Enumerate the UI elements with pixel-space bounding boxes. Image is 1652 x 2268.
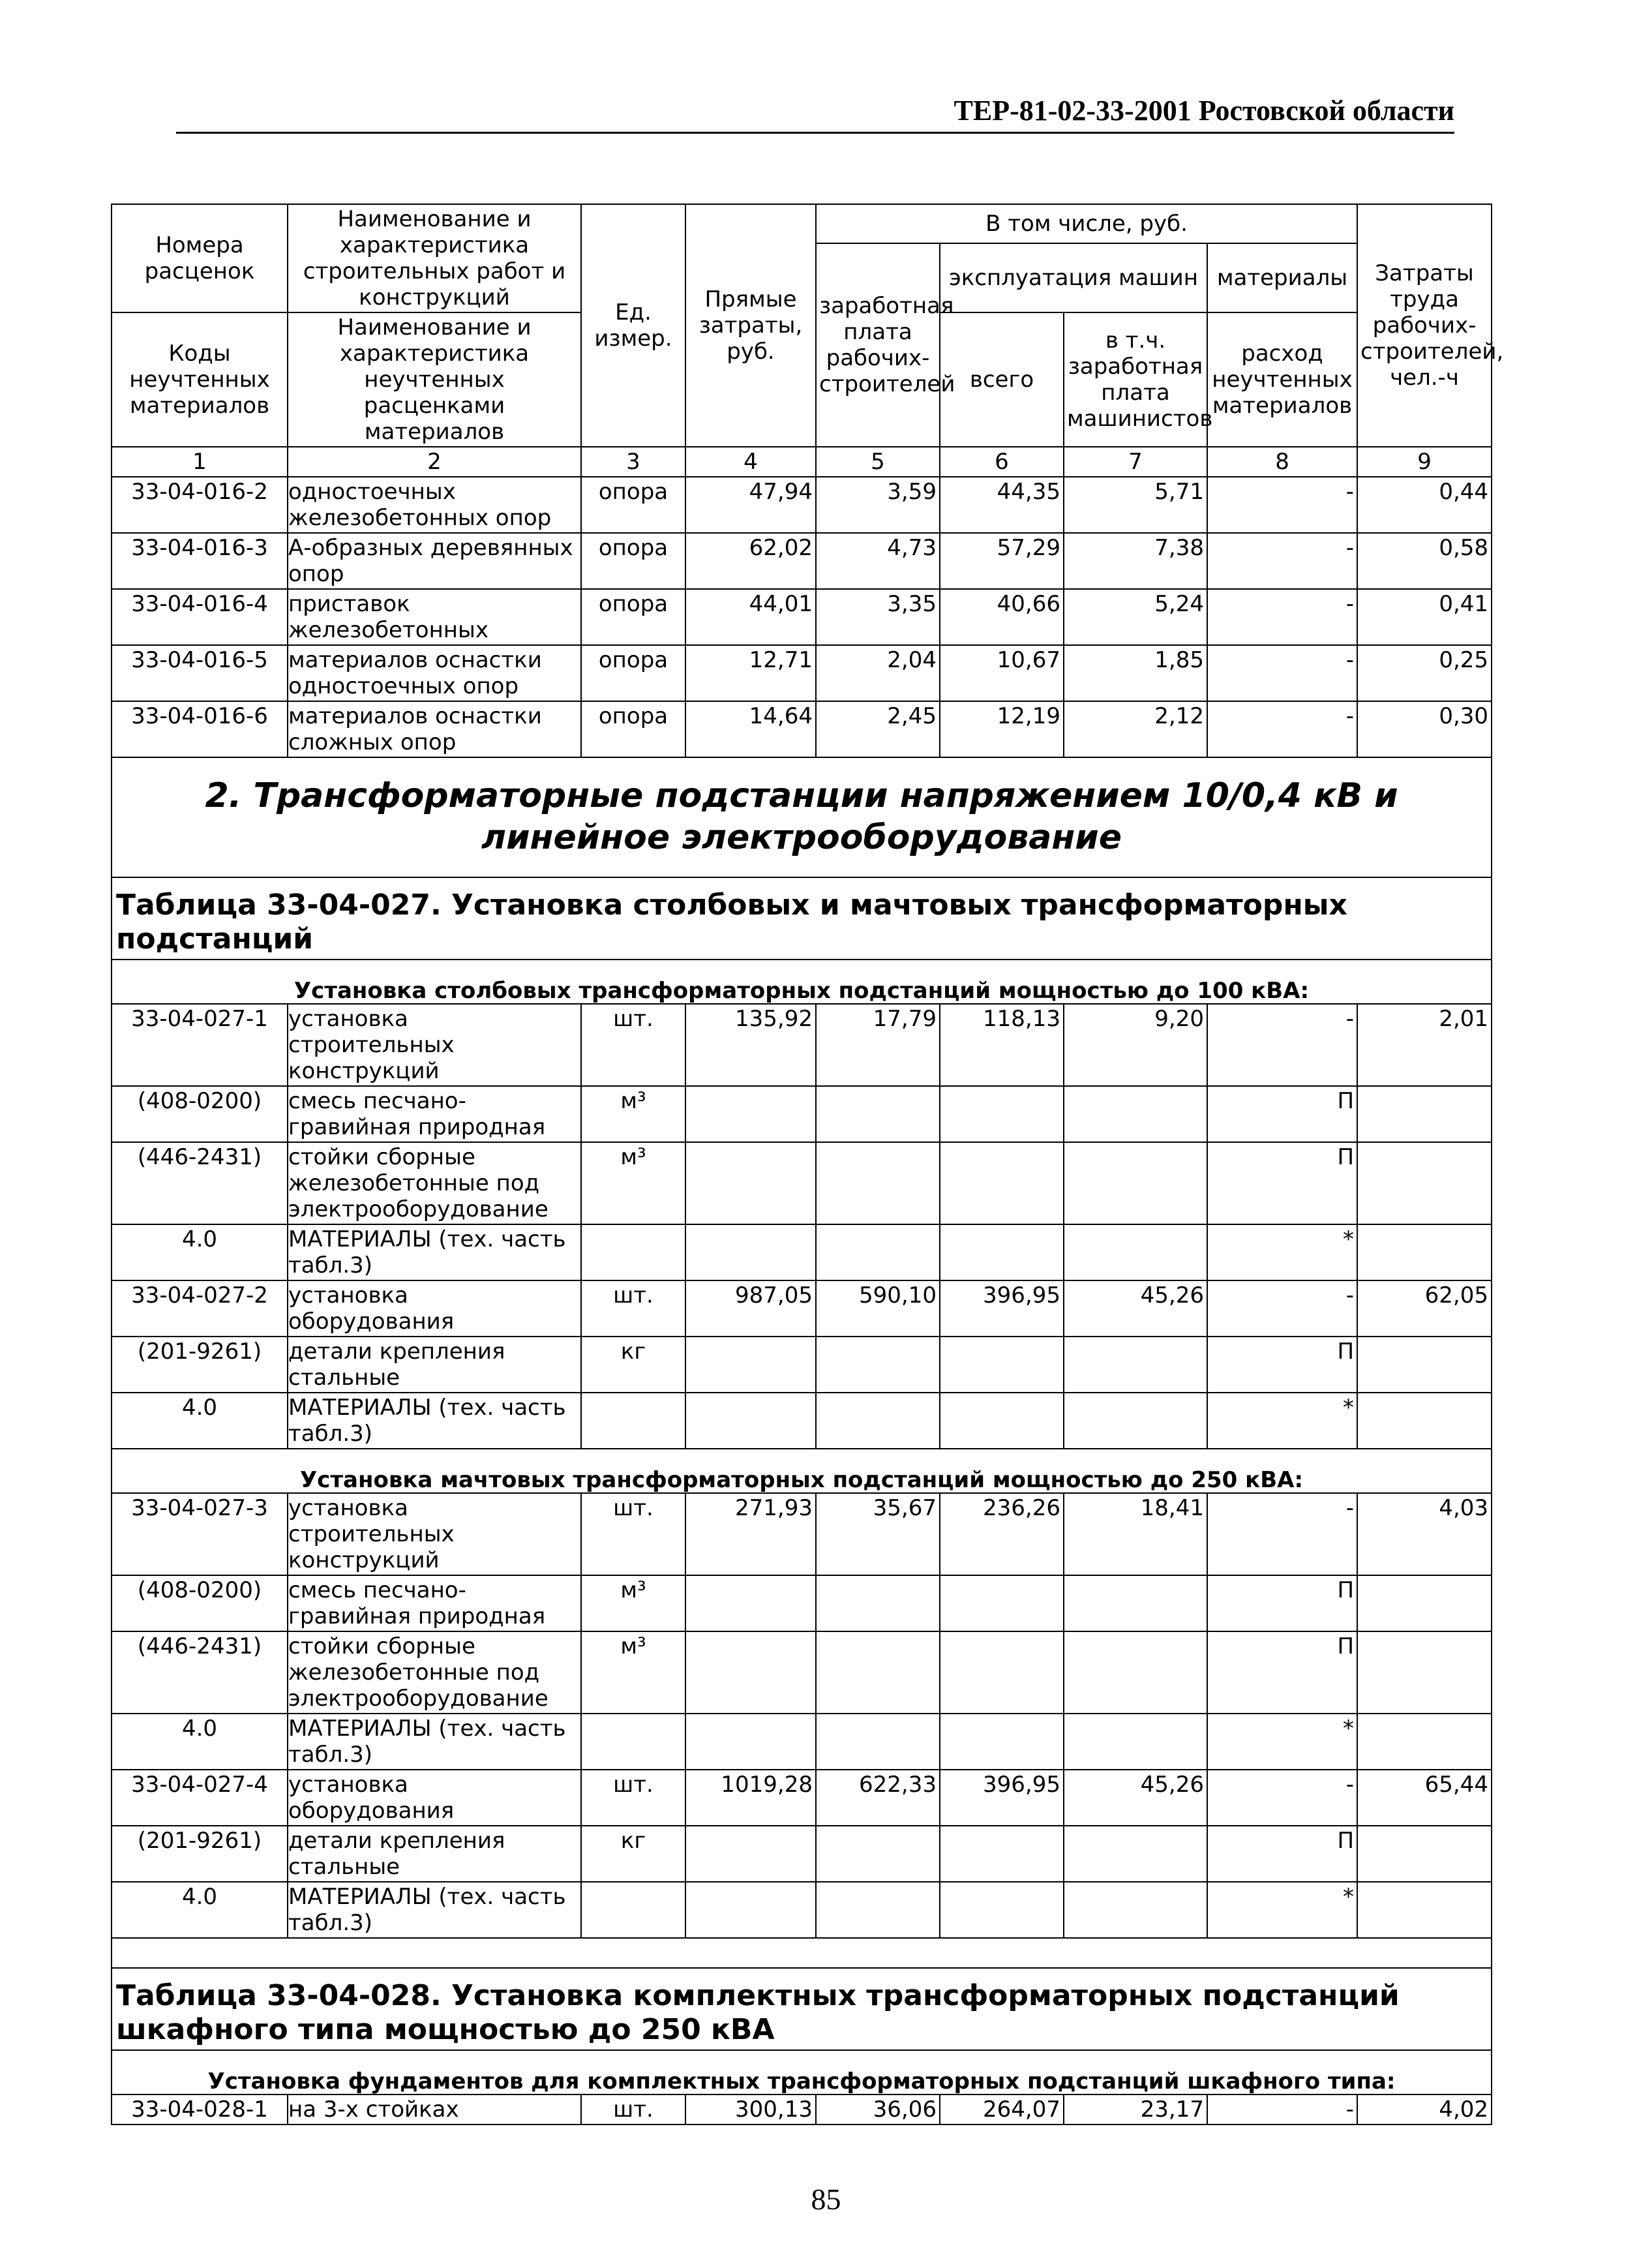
- unit: шт.: [581, 1493, 685, 1575]
- work-name: стойки сборные железобетонные под электрооборудование: [288, 1631, 581, 1714]
- work-name: А-образных деревянных опор: [288, 533, 581, 589]
- unit: м³: [581, 1086, 685, 1142]
- direct-cost: 271,93: [685, 1493, 816, 1575]
- page-number: 85: [811, 2183, 841, 2216]
- machine-cost: 396,95: [940, 1770, 1064, 1826]
- machines-header: эксплуатация машин: [940, 243, 1207, 312]
- labor-cost: [1357, 1826, 1492, 1882]
- materials-header: материалы: [1207, 243, 1357, 312]
- table-title-row: [112, 877, 1492, 960]
- work-name: установка строительных конструкций: [288, 1493, 581, 1575]
- materials-mark: -: [1207, 589, 1357, 645]
- rate-code: (446-2431): [112, 1142, 288, 1224]
- rate-code: 4.0: [112, 1714, 288, 1770]
- unit: опора: [581, 477, 685, 533]
- labor-cost: 62,05: [1357, 1280, 1492, 1337]
- unit: м³: [581, 1631, 685, 1714]
- materials-mark: -: [1207, 533, 1357, 589]
- labor-cost: [1357, 1714, 1492, 1770]
- column-number: 6: [940, 447, 1064, 477]
- direct-cost: [685, 1882, 816, 1938]
- machine-cost: 57,29: [940, 533, 1064, 589]
- direct-cost: [685, 1393, 816, 1449]
- worker-wage: [816, 1393, 940, 1449]
- labor-cost: [1357, 1393, 1492, 1449]
- table-row: [112, 1280, 1492, 1337]
- worker-wage: 35,67: [816, 1493, 940, 1575]
- labor-cost: [1357, 1086, 1492, 1142]
- rate-code: (201-9261): [112, 1826, 288, 1882]
- col8-header: расход неучтенных материалов: [1207, 312, 1357, 447]
- work-name: приставок железобетонных: [288, 589, 581, 645]
- table-row: [112, 1714, 1492, 1770]
- rate-code: 33-04-028-1: [112, 2094, 288, 2124]
- work-name: смесь песчано-гравийная природная: [288, 1086, 581, 1142]
- direct-cost: 12,71: [685, 645, 816, 701]
- labor-cost: [1357, 1882, 1492, 1938]
- materials-mark: П: [1207, 1142, 1357, 1224]
- machinist-wage: 5,24: [1064, 589, 1207, 645]
- labor-cost: 0,58: [1357, 533, 1492, 589]
- work-name: МАТЕРИАЛЫ (тех. часть табл.3): [288, 1882, 581, 1938]
- worker-wage: 4,73: [816, 533, 940, 589]
- worker-wage: [816, 1086, 940, 1142]
- machinist-wage: 45,26: [1064, 1280, 1207, 1337]
- table-row: [112, 1770, 1492, 1826]
- direct-cost: 135,92: [685, 1004, 816, 1086]
- table-row: [112, 1826, 1492, 1882]
- table-row: [112, 1004, 1492, 1086]
- column-number: 9: [1357, 447, 1492, 477]
- direct-cost: [685, 1337, 816, 1393]
- labor-cost: [1357, 1337, 1492, 1393]
- labor-cost: 0,44: [1357, 477, 1492, 533]
- table-row: [112, 1086, 1492, 1142]
- machine-cost: [940, 1086, 1064, 1142]
- rate-code: 33-04-016-6: [112, 701, 288, 757]
- work-name: МАТЕРИАЛЫ (тех. часть табл.3): [288, 1714, 581, 1770]
- machinist-wage: 45,26: [1064, 1770, 1207, 1826]
- worker-wage: [816, 1631, 940, 1714]
- labor-cost: 0,30: [1357, 701, 1492, 757]
- machinist-wage: [1064, 1142, 1207, 1224]
- work-name: МАТЕРИАЛЫ (тех. часть табл.3): [288, 1393, 581, 1449]
- table-row: [112, 477, 1492, 533]
- machine-cost: [940, 1393, 1064, 1449]
- unit: шт.: [581, 1280, 685, 1337]
- direct-cost: [685, 1714, 816, 1770]
- table-row: [112, 1631, 1492, 1714]
- column-number: 3: [581, 447, 685, 477]
- running-header: [176, 91, 1454, 134]
- work-name: стойки сборные железобетонные под электрооборудование: [288, 1142, 581, 1224]
- group-title: Установка столбовых трансформаторных подстанций мощностью до 100 кВА:: [112, 960, 1492, 1004]
- group-header: В том числе, руб.: [816, 204, 1357, 243]
- unit: м³: [581, 1142, 685, 1224]
- direct-cost: [685, 1086, 816, 1142]
- unit: [581, 1393, 685, 1449]
- column-number: 5: [816, 447, 940, 477]
- machine-cost: [940, 1575, 1064, 1631]
- machine-cost: 10,67: [940, 645, 1064, 701]
- rate-code: (446-2431): [112, 1631, 288, 1714]
- machinist-wage: 18,41: [1064, 1493, 1207, 1575]
- labor-cost: 0,25: [1357, 645, 1492, 701]
- direct-cost: 1019,28: [685, 1770, 816, 1826]
- worker-wage: [816, 1826, 940, 1882]
- direct-cost: 62,02: [685, 533, 816, 589]
- group-title: Установка мачтовых трансформаторных подстанций мощностью до 250 кВА:: [112, 1449, 1492, 1493]
- materials-mark: -: [1207, 1493, 1357, 1575]
- work-name: установка оборудования: [288, 1280, 581, 1337]
- direct-cost: 14,64: [685, 701, 816, 757]
- machine-cost: [940, 1882, 1064, 1938]
- machine-cost: 12,19: [940, 701, 1064, 757]
- col2-header-top: Наименование и характеристика строительных работ и конструкций: [288, 204, 581, 312]
- column-number: 1: [112, 447, 288, 477]
- table-row: [112, 589, 1492, 645]
- machinist-wage: [1064, 1224, 1207, 1280]
- column-number: 4: [685, 447, 816, 477]
- col5-header: заработная плата рабочих-строителей: [816, 243, 940, 447]
- worker-wage: 17,79: [816, 1004, 940, 1086]
- machinist-wage: [1064, 1337, 1207, 1393]
- direct-cost: 987,05: [685, 1280, 816, 1337]
- group-title-row: [112, 1449, 1492, 1493]
- machine-cost: 44,35: [940, 477, 1064, 533]
- materials-mark: -: [1207, 477, 1357, 533]
- worker-wage: [816, 1224, 940, 1280]
- table-title-row: [112, 1968, 1492, 2050]
- rate-code: 33-04-016-2: [112, 477, 288, 533]
- unit: опора: [581, 533, 685, 589]
- work-name: детали крепления стальные: [288, 1826, 581, 1882]
- machinist-wage: 7,38: [1064, 533, 1207, 589]
- materials-mark: П: [1207, 1631, 1357, 1714]
- price-table: [111, 204, 1504, 2125]
- table-row: [112, 1337, 1492, 1393]
- unit: опора: [581, 701, 685, 757]
- table-row: [112, 2094, 1492, 2124]
- table-row: [112, 1224, 1492, 1280]
- worker-wage: [816, 1882, 940, 1938]
- work-name: одностоечных железобетонных опор: [288, 477, 581, 533]
- materials-mark: -: [1207, 1280, 1357, 1337]
- group-title: Установка фундаментов для комплектных трансформаторных подстанций шкафного типа:: [112, 2050, 1492, 2094]
- rate-code: (408-0200): [112, 1575, 288, 1631]
- work-name: смесь песчано-гравийная природная: [288, 1575, 581, 1631]
- direct-cost: [685, 1224, 816, 1280]
- column-number: 8: [1207, 447, 1357, 477]
- unit: шт.: [581, 1770, 685, 1826]
- rate-code: 33-04-027-4: [112, 1770, 288, 1826]
- unit: [581, 1224, 685, 1280]
- rate-code: 33-04-016-5: [112, 645, 288, 701]
- rate-code: (408-0200): [112, 1086, 288, 1142]
- materials-mark: *: [1207, 1714, 1357, 1770]
- machine-cost: 118,13: [940, 1004, 1064, 1086]
- rate-code: 33-04-027-1: [112, 1004, 288, 1086]
- machine-cost: 236,26: [940, 1493, 1064, 1575]
- table-row: [112, 1575, 1492, 1631]
- machinist-wage: 1,85: [1064, 645, 1207, 701]
- table-row: [112, 1142, 1492, 1224]
- direct-cost: [685, 1631, 816, 1714]
- worker-wage: [816, 1714, 940, 1770]
- machine-cost: 40,66: [940, 589, 1064, 645]
- table-title: Таблица 33-04-027. Установка столбовых и мачтовых трансформаторных подстанций: [112, 877, 1492, 960]
- labor-cost: [1357, 1142, 1492, 1224]
- machinist-wage: [1064, 1575, 1207, 1631]
- table-title: Таблица 33-04-028. Установка комплектных трансформаторных подстанций шкафного типа мощностью до 250 кВА: [112, 1968, 1492, 2050]
- unit: шт.: [581, 1004, 685, 1086]
- labor-cost: [1357, 1575, 1492, 1631]
- machinist-wage: [1064, 1826, 1207, 1882]
- unit: шт.: [581, 2094, 685, 2124]
- labor-cost: 0,41: [1357, 589, 1492, 645]
- table-row: [112, 533, 1492, 589]
- machinist-wage: [1064, 1714, 1207, 1770]
- document-code: ТЕР-81-02-33-2001 Ростовской области: [954, 95, 1454, 127]
- materials-mark: -: [1207, 1770, 1357, 1826]
- worker-wage: [816, 1575, 940, 1631]
- materials-mark: П: [1207, 1337, 1357, 1393]
- materials-mark: *: [1207, 1882, 1357, 1938]
- machine-cost: [940, 1631, 1064, 1714]
- unit: опора: [581, 589, 685, 645]
- labor-cost: 4,03: [1357, 1493, 1492, 1575]
- materials-mark: -: [1207, 701, 1357, 757]
- col1-header-bottom: Коды неучтенных материалов: [112, 312, 288, 447]
- rate-code: 33-04-016-3: [112, 533, 288, 589]
- group-title-row: [112, 960, 1492, 1004]
- col4-header: Прямые затраты, руб.: [685, 204, 816, 447]
- rate-code: (201-9261): [112, 1337, 288, 1393]
- machine-cost: 264,07: [940, 2094, 1064, 2124]
- rate-code: 4.0: [112, 1882, 288, 1938]
- group-title-row: [112, 2050, 1492, 2094]
- machine-cost: [940, 1224, 1064, 1280]
- col7-header: в т.ч. заработная плата машинистов: [1064, 312, 1207, 447]
- machine-cost: [940, 1714, 1064, 1770]
- table-row: [112, 645, 1492, 701]
- labor-cost: 65,44: [1357, 1770, 1492, 1826]
- unit: [581, 1882, 685, 1938]
- work-name: материалов оснастки сложных опор: [288, 701, 581, 757]
- machine-cost: [940, 1826, 1064, 1882]
- machinist-wage: 9,20: [1064, 1004, 1207, 1086]
- materials-mark: -: [1207, 645, 1357, 701]
- work-name: на 3-х стойках: [288, 2094, 581, 2124]
- labor-cost: 2,01: [1357, 1004, 1492, 1086]
- table-row: [112, 701, 1492, 757]
- machine-cost: [940, 1142, 1064, 1224]
- direct-cost: [685, 1142, 816, 1224]
- labor-cost: 4,02: [1357, 2094, 1492, 2124]
- worker-wage: [816, 1142, 940, 1224]
- col9-header: Затраты труда рабочих-строителей, чел.-ч: [1357, 204, 1492, 447]
- work-name: МАТЕРИАЛЫ (тех. часть табл.3): [288, 1224, 581, 1280]
- direct-cost: 44,01: [685, 589, 816, 645]
- machinist-wage: [1064, 1631, 1207, 1714]
- col6-header: всего: [940, 312, 1064, 447]
- worker-wage: 2,45: [816, 701, 940, 757]
- section-title: 2. Трансформаторные подстанции напряжением 10/0,4 кВ и линейное электрооборудование: [112, 757, 1492, 877]
- materials-mark: -: [1207, 2094, 1357, 2124]
- rate-code: 4.0: [112, 1393, 288, 1449]
- work-name: материалов оснастки одностоечных опор: [288, 645, 581, 701]
- col3-header: Ед. измер.: [581, 204, 685, 447]
- materials-mark: -: [1207, 1004, 1357, 1086]
- machinist-wage: 5,71: [1064, 477, 1207, 533]
- materials-mark: *: [1207, 1393, 1357, 1449]
- column-number: 7: [1064, 447, 1207, 477]
- work-name: установка строительных конструкций: [288, 1004, 581, 1086]
- rate-code: 4.0: [112, 1224, 288, 1280]
- materials-mark: П: [1207, 1826, 1357, 1882]
- table-row: [112, 1882, 1492, 1938]
- direct-cost: [685, 1575, 816, 1631]
- unit: опора: [581, 645, 685, 701]
- work-name: установка оборудования: [288, 1770, 581, 1826]
- worker-wage: 2,04: [816, 645, 940, 701]
- labor-cost: [1357, 1631, 1492, 1714]
- unit: [581, 1714, 685, 1770]
- col1-header-top: Номера расценок: [112, 204, 288, 312]
- worker-wage: 3,59: [816, 477, 940, 533]
- materials-mark: П: [1207, 1086, 1357, 1142]
- column-number: 2: [288, 447, 581, 477]
- labor-cost: [1357, 1224, 1492, 1280]
- worker-wage: [816, 1337, 940, 1393]
- table-row: [112, 1393, 1492, 1449]
- section-title-row: [112, 757, 1492, 877]
- worker-wage: 622,33: [816, 1770, 940, 1826]
- machine-cost: 396,95: [940, 1280, 1064, 1337]
- column-numbers-row: [112, 447, 1492, 477]
- work-name: детали крепления стальные: [288, 1337, 581, 1393]
- spacer-cell: [112, 1938, 1492, 1968]
- direct-cost: 47,94: [685, 477, 816, 533]
- worker-wage: 590,10: [816, 1280, 940, 1337]
- materials-mark: П: [1207, 1575, 1357, 1631]
- col2-header-bottom: Наименование и характеристика неучтенных расценками материалов: [288, 312, 581, 447]
- direct-cost: [685, 1826, 816, 1882]
- machine-cost: [940, 1337, 1064, 1393]
- machinist-wage: 2,12: [1064, 701, 1207, 757]
- materials-mark: *: [1207, 1224, 1357, 1280]
- table-row: [112, 1493, 1492, 1575]
- spacer-row: [112, 1938, 1492, 1968]
- direct-cost: 300,13: [685, 2094, 816, 2124]
- worker-wage: 3,35: [816, 589, 940, 645]
- machinist-wage: 23,17: [1064, 2094, 1207, 2124]
- unit: м³: [581, 1575, 685, 1631]
- unit: кг: [581, 1826, 685, 1882]
- rate-code: 33-04-027-3: [112, 1493, 288, 1575]
- machinist-wage: [1064, 1393, 1207, 1449]
- unit: кг: [581, 1337, 685, 1393]
- machinist-wage: [1064, 1882, 1207, 1938]
- rate-code: 33-04-027-2: [112, 1280, 288, 1337]
- machinist-wage: [1064, 1086, 1207, 1142]
- worker-wage: 36,06: [816, 2094, 940, 2124]
- rate-code: 33-04-016-4: [112, 589, 288, 645]
